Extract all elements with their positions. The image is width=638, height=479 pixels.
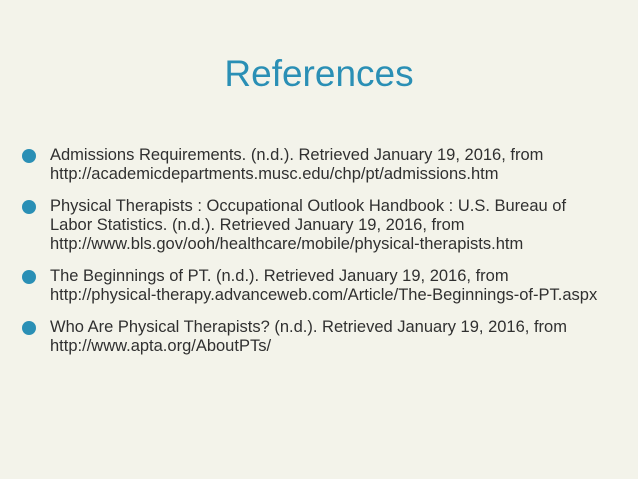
reference-text: Physical Therapists : Occupational Outlook Handbook : U.S. Bureau of Labor Statistics. (n.d.). Retrieved January 19, 2016, from http://www.bls.gov/ooh/healthcare/mobile/physical-therapists.htm xyxy=(50,197,567,253)
reference-text: Admissions Requirements. (n.d.). Retrieved January 19, 2016, from http://academicdepartments.musc.edu/chp/pt/admissions.htm xyxy=(50,146,544,183)
bullet-icon xyxy=(22,149,36,163)
slide-title: References xyxy=(224,53,414,94)
reference-item xyxy=(22,318,612,356)
reference-item xyxy=(22,267,612,305)
reference-text: Who Are Physical Therapists? (n.d.). Retrieved January 19, 2016, from http://www.apta.org/AboutPTs/ xyxy=(50,318,567,355)
bullet-icon xyxy=(22,200,36,214)
reference-item xyxy=(22,197,612,254)
bullet-icon xyxy=(22,321,36,335)
bullet-icon xyxy=(22,270,36,284)
reference-text: The Beginnings of PT. (n.d.). Retrieved January 19, 2016, from http://physical-therapy.advanceweb.com/Article/The-Beginnings-of-PT.aspx xyxy=(50,267,598,304)
references-list xyxy=(22,146,612,369)
reference-item xyxy=(22,146,612,184)
